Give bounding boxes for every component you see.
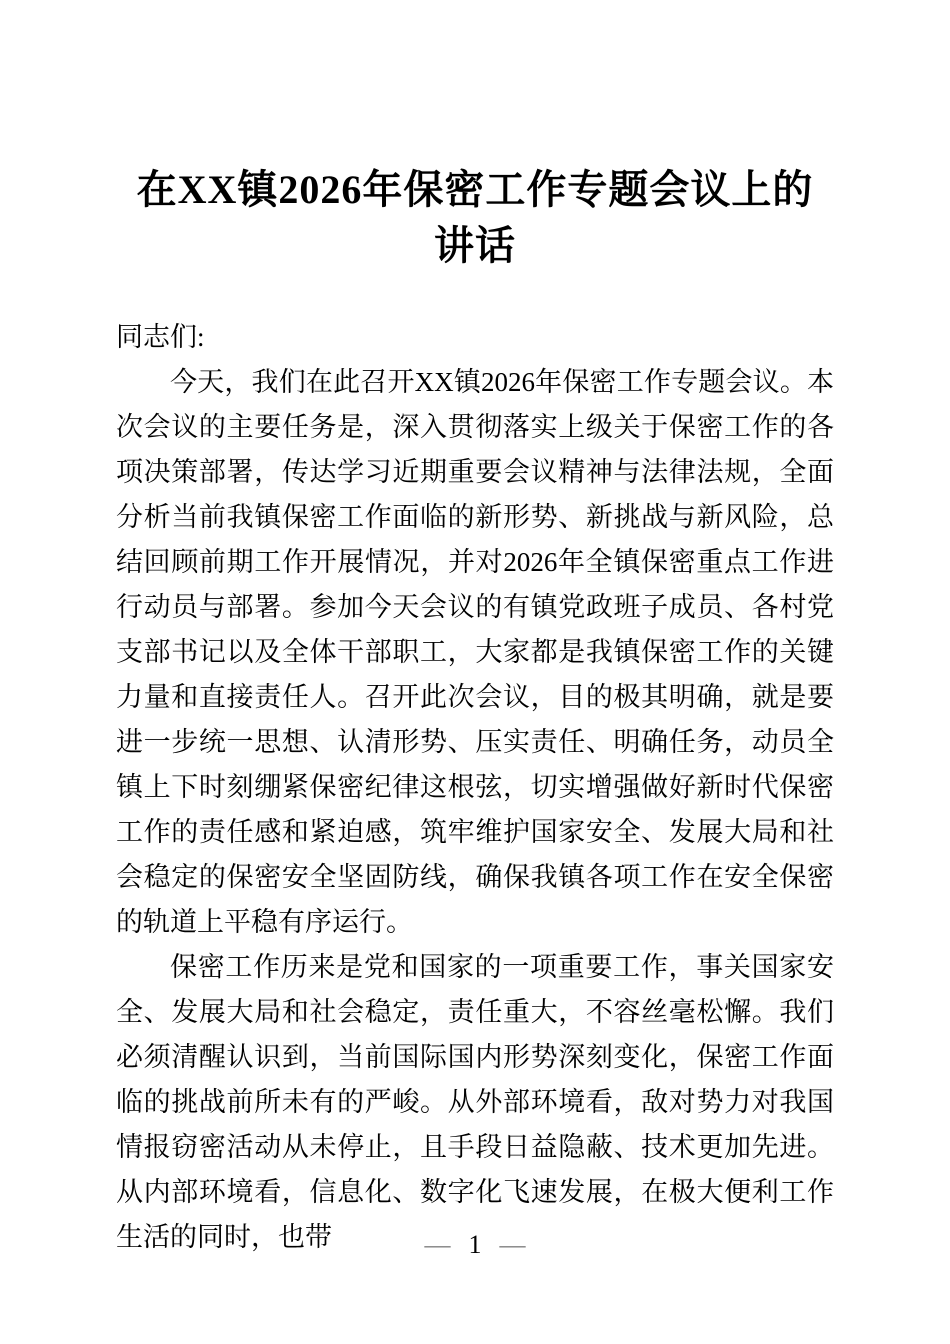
paragraph-2: 保密工作历来是党和国家的一项重要工作，事关国家安全、发展大局和社会稳定，责任重大，不容丝毫松懈。我们必须清醒认识到，当前国际国内形势深刻变化，保密工作面临的挑战前所未有的严峻。从外部环境看，敌对势力对我国情报窃密活动从未停止，且手段日益隐蔽、技术更加先进。从内部环境看，信息化、数字化飞速发展，在极大便利工作生活的同时，也带 (116, 952, 834, 1252)
page-footer (0, 1230, 950, 1260)
footer-dash-left: — (424, 1230, 451, 1259)
paragraph-1: 今天，我们在此召开XX镇2026年保密工作专题会议。本次会议的主要任务是，深入贯彻落实上级关于保密工作的各项决策部署，传达学习近期重要会议精神与法律法规，全面分析当前我镇保密工作面临的新形势、新挑战与新风险，总结回顾前期工作开展情况，并对2026年全镇保密重点工作进行动员与部署。参加今天会议的有镇党政班子成员、各村党支部书记以及全体干部职工，大家都是我镇保密工作的关键力量和直接责任人。召开此次会议，目的极其明确，就是要进一步统一思想、认清形势、压实责任、明确任务，动员全镇上下时刻绷紧保密纪律这根弦，切实增强做好新时代保密工作的责任感和紧迫感，筑牢维护国家安全、发展大局和社会稳定的保密安全坚固防线，确保我镇各项工作在安全保密的轨道上平稳有序运行。 (116, 367, 834, 937)
footer-dash-right: — (499, 1230, 526, 1259)
salutation: 同志们: (116, 322, 205, 352)
page-number: 1 (468, 1230, 482, 1259)
document-title: 在XX镇2026年保密工作专题会议上的讲话 (136, 167, 814, 268)
